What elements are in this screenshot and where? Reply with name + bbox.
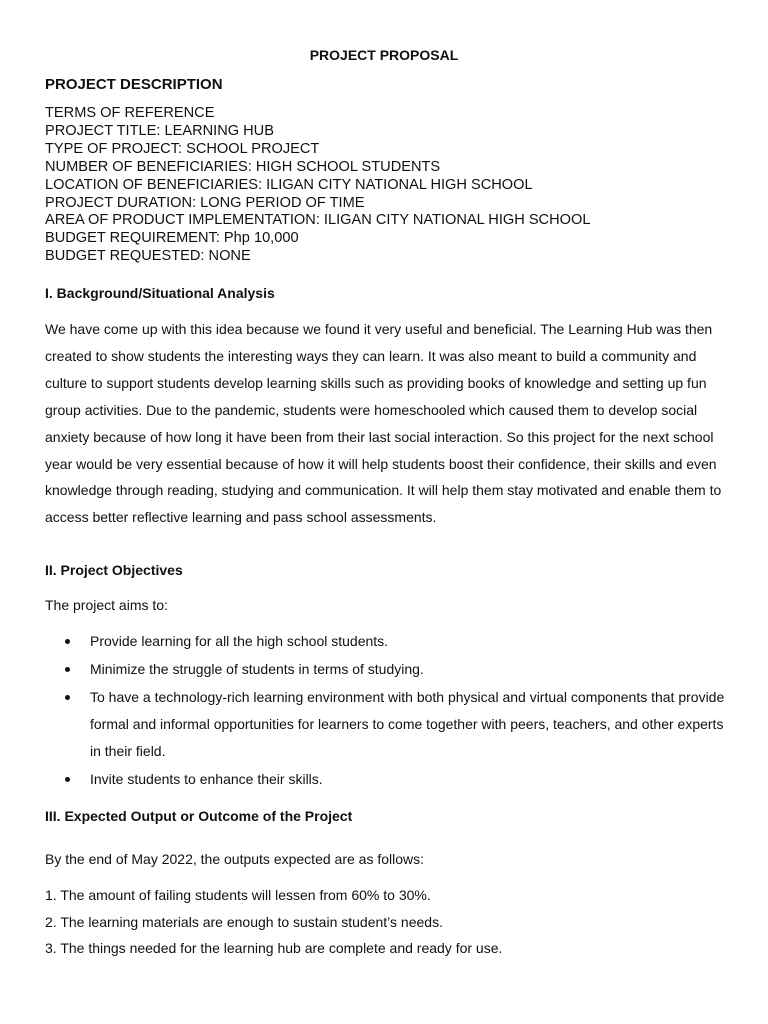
project-duration-line: PROJECT DURATION: LONG PERIOD OF TIME — [45, 194, 365, 211]
objective-text: Minimize the struggle of students in terms of studying. — [90, 661, 424, 677]
terms-heading: TERMS OF REFERENCE — [45, 105, 215, 121]
bullet-icon — [65, 667, 70, 672]
project-title-line: PROJECT TITLE: LEARNING HUB — [45, 122, 274, 139]
list-item: 1. The amount of failing students will lessen from 60% to 30%. — [45, 887, 431, 903]
project-type-line: TYPE OF PROJECT: SCHOOL PROJECT — [45, 140, 320, 157]
list-item — [45, 766, 735, 793]
objective-text: Invite students to enhance their skills. — [90, 771, 323, 787]
document-title: PROJECT PROPOSAL — [309, 47, 459, 63]
objective-text: To have a technology-rich learning environment with both physical and virtual components that provide formal and informal opportunities for learners to come together with peers, teachers, and other experts in their field. — [90, 689, 725, 759]
objectives-intro: The project aims to: — [45, 597, 168, 613]
list-item: 2. The learning materials are enough to sustain student’s needs. — [45, 913, 443, 930]
project-description-heading: PROJECT DESCRIPTION — [45, 76, 223, 93]
expected-output-intro: By the end of May 2022, the outputs expected are as follows: — [45, 851, 425, 867]
list-item — [45, 628, 735, 655]
expected-outputs-list — [45, 882, 502, 962]
budget-requirement-line: BUDGET REQUIREMENT: Php 10,000 — [45, 230, 299, 247]
terms-of-reference-block — [45, 105, 590, 266]
objectives-list — [45, 628, 735, 793]
list-item — [45, 684, 735, 765]
bullet-icon — [65, 777, 70, 782]
bullet-icon — [65, 639, 70, 644]
beneficiaries-location-line: LOCATION OF BENEFICIARIES: ILIGAN CITY NATIONAL HIGH SCHOOL — [45, 176, 533, 193]
background-heading: I. Background/Situational Analysis — [45, 285, 275, 301]
expected-output-heading: III. Expected Output or Outcome of the Project — [45, 808, 353, 824]
objectives-heading: II. Project Objectives — [45, 562, 183, 578]
list-item: 3. The things needed for the learning hub are complete and ready for use. — [45, 940, 503, 956]
implementation-area-line: AREA OF PRODUCT IMPLEMENTATION: ILIGAN CITY NATIONAL HIGH SCHOOL — [45, 212, 591, 229]
objective-text: Provide learning for all the high school students. — [90, 633, 389, 649]
list-item — [45, 656, 735, 683]
bullet-icon — [65, 695, 70, 700]
budget-requested-line: BUDGET REQUESTED: NONE — [45, 248, 251, 265]
background-paragraph: We have come up with this idea because we found it very useful and beneficial. The Learning Hub was then created to show students the interesting ways they can learn. It was also meant to build a community and culture to support students develop learning skills such as providing books of knowledge and setting up fun group activities. Due to the pandemic, students were homeschooled which caused them to develop social anxiety because of how long it have been from their last social interaction. So this project for the next school year would be very essential because of how it will help students boost their confidence, their skills and even knowledge through reading, studying and communication. It will help them stay motivated and enable them to access better reflective learning and pass school assessments. — [45, 321, 722, 526]
beneficiaries-number-line: NUMBER OF BENEFICIARIES: HIGH SCHOOL STUDENTS — [45, 158, 441, 175]
